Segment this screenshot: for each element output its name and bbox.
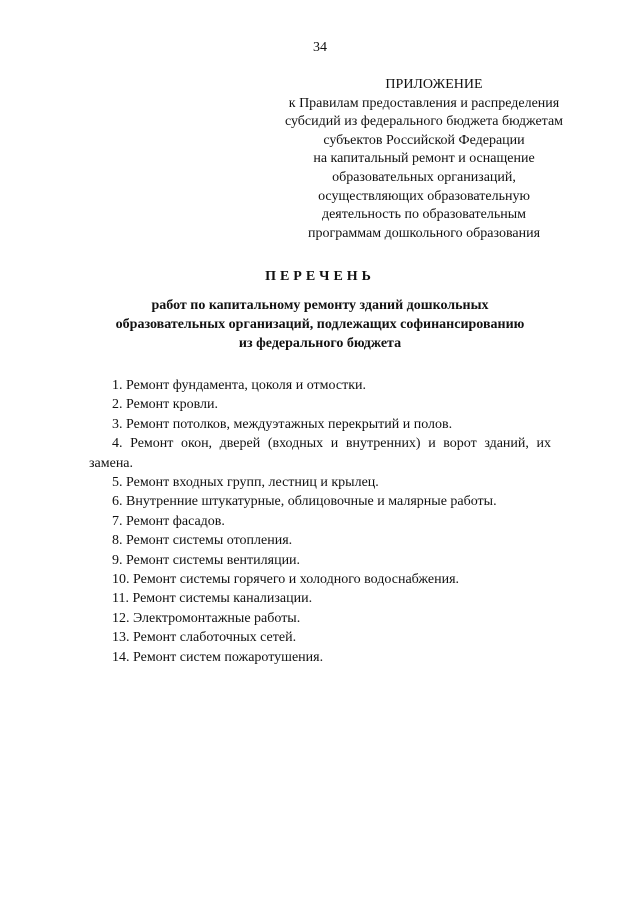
list-item: 8. Ремонт системы отопления.	[112, 533, 293, 549]
subtitle-line: из федерального бюджета	[238, 336, 402, 351]
list-item: 12. Электромонтажные работы.	[112, 610, 301, 626]
appendix-title: ПРИЛОЖЕНИЕ	[385, 77, 483, 92]
list-item: 4. Ремонт окон, дверей (входных и внутренних) и ворот зданий, их замена.	[89, 436, 551, 471]
appendix-line: к Правилам предоставления и распределения	[288, 95, 560, 111]
appendix-line: образовательных организаций,	[332, 169, 516, 185]
document-subtitle	[60, 296, 580, 353]
list-item: 1. Ремонт фундамента, цоколя и отмостки.	[112, 378, 366, 393]
list-item: 3. Ремонт потолков, междуэтажных перекрытий и полов.	[112, 416, 453, 432]
appendix-block	[244, 76, 604, 243]
list-item: 9. Ремонт системы вентиляции.	[112, 552, 301, 568]
appendix-line: деятельность по образовательным	[321, 207, 527, 223]
document-heading: ПЕРЕЧЕНЬ	[265, 269, 375, 284]
list-item: 2. Ремонт кровли.	[112, 397, 218, 413]
list-item: 13. Ремонт слаботочных сетей.	[112, 630, 297, 646]
subtitle-line: работ по капитальному ремонту зданий дошкольных	[151, 298, 489, 313]
subtitle-line: образовательных организаций, подлежащих софинансированию	[115, 317, 525, 332]
list-item: 10. Ремонт системы горячего и холодного водоснабжения.	[112, 572, 460, 588]
appendix-line: осуществляющих образовательную	[318, 188, 530, 204]
works-list	[89, 376, 551, 667]
page-number: 34	[313, 40, 327, 55]
appendix-line: на капитальный ремонт и оснащение	[313, 151, 535, 167]
list-item: 11. Ремонт системы канализации.	[112, 591, 313, 607]
appendix-line: субсидий из федерального бюджета бюджетам	[284, 114, 564, 130]
appendix-line: программам дошкольного образования	[307, 225, 541, 241]
appendix-line: субъектов Российской Федерации	[323, 132, 525, 148]
list-item: 5. Ремонт входных групп, лестниц и крылец.	[112, 475, 379, 491]
list-item: 7. Ремонт фасадов.	[112, 513, 225, 529]
list-item: 6. Внутренние штукатурные, облицовочные и малярные работы.	[112, 494, 497, 510]
list-item: 14. Ремонт систем пожаротушения.	[112, 649, 324, 665]
